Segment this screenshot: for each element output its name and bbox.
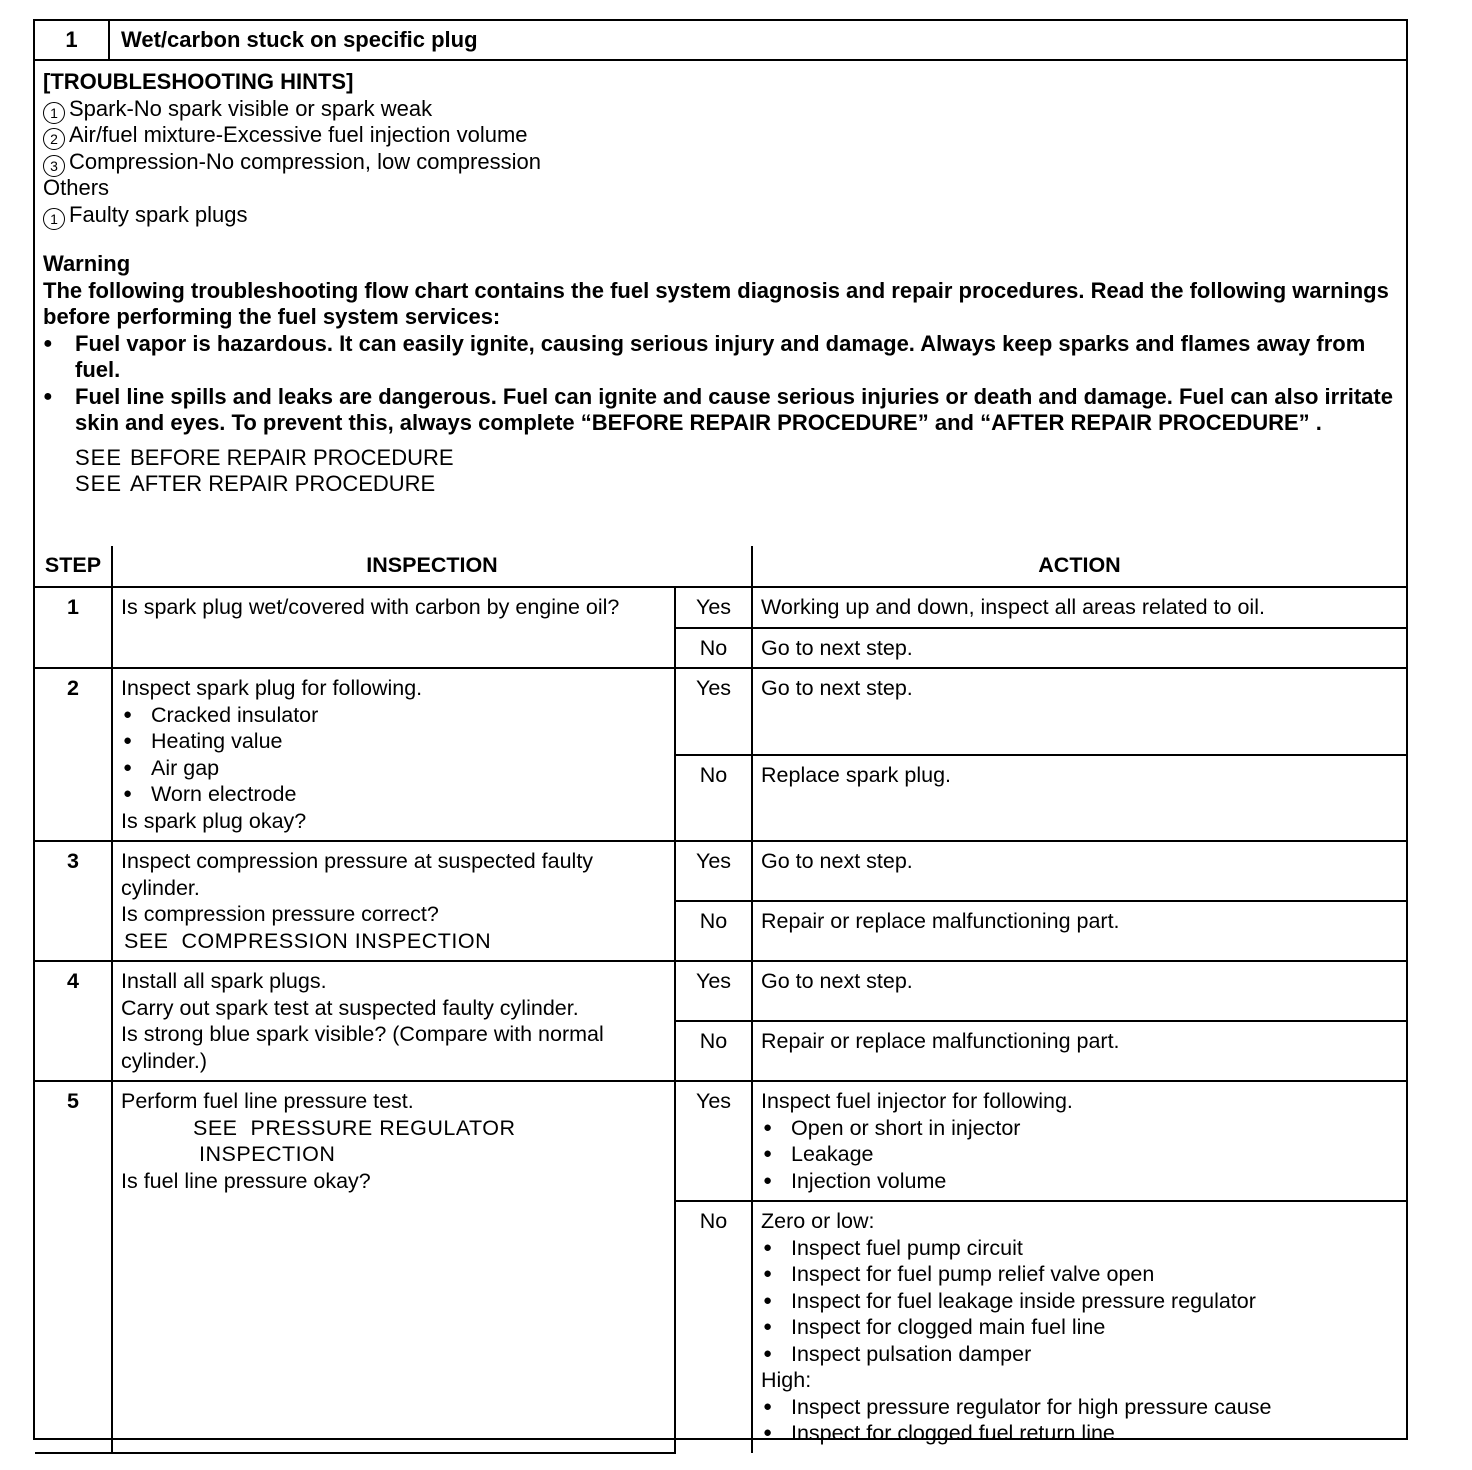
no-label: No bbox=[675, 1201, 752, 1453]
list-item: ● Injection volume bbox=[761, 1168, 1398, 1195]
see-ref-text: BEFORE REPAIR PROCEDURE bbox=[130, 444, 454, 470]
list-item: ● Heating value bbox=[121, 728, 666, 755]
action-intro: Inspect fuel injector for following. bbox=[761, 1089, 1073, 1113]
table-row bbox=[35, 668, 1406, 755]
inspection-list bbox=[121, 702, 666, 808]
list-item: ● Worn electrode bbox=[121, 781, 666, 808]
yes-action: Go to next step. bbox=[752, 668, 1406, 755]
list-item: ● Inspect pulsation damper bbox=[761, 1341, 1398, 1368]
hints-heading: [TROUBLESHOOTING HINTS] bbox=[43, 69, 354, 94]
list-item: ● Inspect fuel pump circuit bbox=[761, 1235, 1398, 1262]
list-item: ● Inspect for clogged fuel return line bbox=[761, 1420, 1398, 1447]
inspection-line: Is strong blue spark visible? (Compare with normal cylinder.) bbox=[121, 1022, 604, 1073]
see-ref-text: PRESSURE REGULATOR bbox=[250, 1115, 516, 1140]
no-action: Repair or replace malfunctioning part. bbox=[752, 901, 1406, 961]
header-step: STEP bbox=[35, 546, 112, 587]
circled-number-icon: 3 bbox=[43, 155, 65, 177]
step-number: 2 bbox=[35, 668, 112, 841]
see-compression-inspection[interactable] bbox=[121, 928, 666, 955]
warning-bullet: ● Fuel vapor is hazardous. It can easily ignite, causing serious injury and damage. Always keep sparks and flames away from fuel. bbox=[43, 331, 1393, 384]
header-inspection: INSPECTION bbox=[112, 546, 752, 587]
no-action: Replace spark plug. bbox=[752, 755, 1406, 842]
inspection-cell: Is spark plug wet/covered with carbon by engine oil? bbox=[112, 587, 675, 668]
yes-label: Yes bbox=[675, 1081, 752, 1201]
step-number: 4 bbox=[35, 961, 112, 1081]
yes-action: Working up and down, inspect all areas related to oil. bbox=[752, 587, 1406, 628]
inspection-question: Is spark plug okay? bbox=[121, 808, 307, 833]
table-row bbox=[35, 1081, 1406, 1201]
troubleshooting-sheet bbox=[33, 19, 1408, 1445]
action-list bbox=[761, 1115, 1398, 1195]
yes-label: Yes bbox=[675, 961, 752, 1021]
hint-text: Spark-No spark visible or spark weak bbox=[69, 95, 433, 121]
title-bar bbox=[35, 21, 1406, 61]
others-label: Others bbox=[43, 175, 110, 200]
no-label: No bbox=[675, 755, 752, 842]
yes-action bbox=[752, 1081, 1406, 1201]
warning-intro: The following troubleshooting flow chart contains the fuel system diagnosis and repair procedures. Read the following warnings before performing the fuel system services: bbox=[43, 277, 1389, 329]
yes-label: Yes bbox=[675, 841, 752, 901]
warning-block bbox=[43, 278, 1393, 437]
inspection-cell bbox=[112, 1081, 675, 1453]
inspection-cell bbox=[112, 841, 675, 961]
step-number: 3 bbox=[35, 841, 112, 961]
see-references bbox=[43, 445, 1393, 498]
no-label: No bbox=[675, 628, 752, 669]
inspection-cell bbox=[112, 961, 675, 1081]
hint-item bbox=[43, 96, 1393, 123]
inspection-question: Is fuel line pressure okay? bbox=[121, 1168, 371, 1193]
circled-number-icon: 2 bbox=[43, 128, 65, 150]
warning-heading: Warning bbox=[43, 251, 131, 276]
no-action: Go to next step. bbox=[752, 628, 1406, 669]
table-header-row bbox=[35, 546, 1406, 587]
see-keyword: SEE bbox=[75, 444, 123, 470]
step-number: 5 bbox=[35, 1081, 112, 1453]
hint-item bbox=[43, 149, 1393, 176]
list-item: ● Air gap bbox=[121, 755, 666, 782]
list-item: ● Inspect for fuel pump relief valve open bbox=[761, 1261, 1398, 1288]
list-item: ● Leakage bbox=[761, 1141, 1398, 1168]
see-keyword: SEE bbox=[193, 1115, 238, 1140]
list-item: ● Inspect for fuel leakage inside pressure regulator bbox=[761, 1288, 1398, 1315]
hint-text: Air/fuel mixture-Excessive fuel injection volume bbox=[69, 122, 528, 147]
see-ref-continuation: INSPECTION bbox=[199, 1142, 336, 1166]
yes-label: Yes bbox=[675, 587, 752, 628]
list-item: ● Cracked insulator bbox=[121, 702, 666, 729]
see-ref-text: AFTER REPAIR PROCEDURE bbox=[130, 471, 436, 496]
no-label: No bbox=[675, 1021, 752, 1081]
inspection-table bbox=[35, 546, 1406, 1454]
action-subhead: Zero or low: bbox=[761, 1209, 875, 1233]
table-row bbox=[35, 841, 1406, 901]
inspection-intro: Perform fuel line pressure test. bbox=[121, 1089, 414, 1113]
symptom-number: 1 bbox=[35, 21, 110, 59]
troubleshooting-hints bbox=[43, 69, 1393, 498]
see-ref-text: COMPRESSION INSPECTION bbox=[181, 928, 492, 953]
other-item bbox=[43, 202, 1393, 229]
table-row bbox=[35, 587, 1406, 628]
list-item: ● Open or short in injector bbox=[761, 1115, 1398, 1142]
see-ref-before[interactable] bbox=[75, 445, 1393, 472]
list-item: ● Inspect pressure regulator for high pressure cause bbox=[761, 1394, 1398, 1421]
inspection-line: Carry out spark test at suspected faulty cylinder. bbox=[121, 995, 579, 1020]
other-text: Faulty spark plugs bbox=[69, 201, 248, 227]
circled-number-icon: 1 bbox=[43, 208, 65, 230]
yes-action: Go to next step. bbox=[752, 961, 1406, 1021]
inspection-question: Is compression pressure correct? bbox=[121, 902, 439, 926]
symptom-title: Wet/carbon stuck on specific plug bbox=[121, 27, 478, 52]
no-label: No bbox=[675, 901, 752, 961]
step-number: 1 bbox=[35, 587, 112, 668]
hint-item bbox=[43, 122, 1393, 149]
list-item: ● Inspect for clogged main fuel line bbox=[761, 1314, 1398, 1341]
inspection-line: Install all spark plugs. bbox=[121, 969, 327, 993]
inspection-intro: Inspect compression pressure at suspected faulty cylinder. bbox=[121, 849, 594, 900]
yes-action: Go to next step. bbox=[752, 841, 1406, 901]
circled-number-icon: 1 bbox=[43, 102, 65, 124]
header-action: ACTION bbox=[752, 546, 1406, 587]
hint-text: Compression-No compression, low compression bbox=[69, 148, 541, 174]
inspection-cell bbox=[112, 668, 675, 841]
action-list bbox=[761, 1235, 1398, 1368]
inspection-intro: Inspect spark plug for following. bbox=[121, 676, 423, 700]
see-pressure-regulator-inspection[interactable] bbox=[121, 1115, 666, 1142]
see-keyword: SEE bbox=[75, 471, 123, 496]
see-ref-after[interactable] bbox=[75, 471, 1393, 498]
no-action bbox=[752, 1201, 1406, 1453]
see-keyword: SEE bbox=[124, 928, 169, 953]
yes-label: Yes bbox=[675, 668, 752, 755]
table-row bbox=[35, 961, 1406, 1021]
action-subhead: High: bbox=[761, 1368, 812, 1392]
action-list bbox=[761, 1394, 1398, 1447]
warning-bullet: ● Fuel line spills and leaks are dangerous. Fuel can ignite and cause serious injuries or death and damage. Fuel can also irritate skin and eyes. To prevent this, always complete “BEFORE REPAIR PROCEDURE” and “AFTER REPAIR PROCEDURE” . bbox=[43, 384, 1393, 437]
no-action: Repair or replace malfunctioning part. bbox=[752, 1021, 1406, 1081]
